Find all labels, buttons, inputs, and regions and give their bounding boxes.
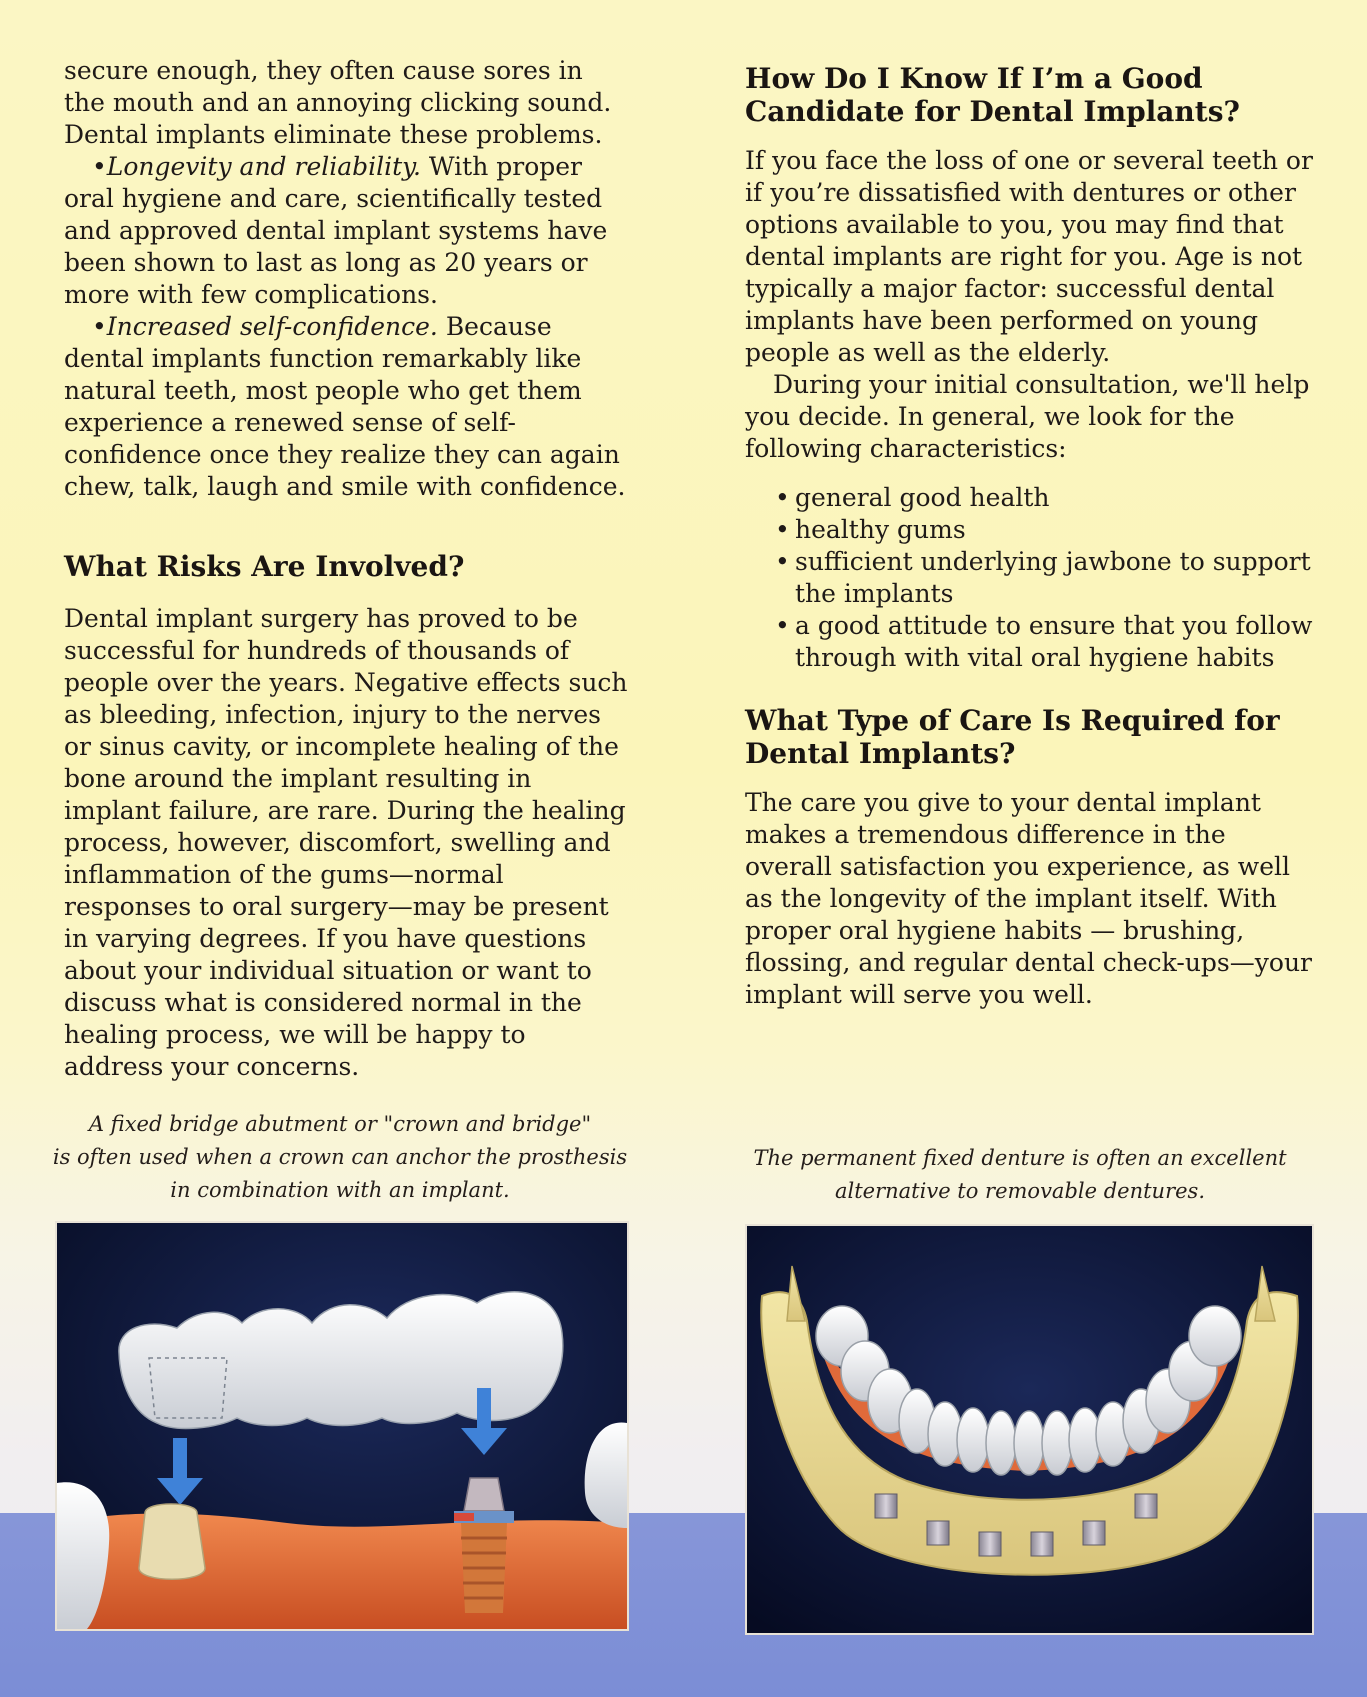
intro-paragraph: secure enough, they often cause sores in the mouth and an annoying clicking sound. Dental implants eliminate these problems. bbox=[64, 56, 612, 149]
benefit-longevity-lead: Longevity and reliability. bbox=[106, 152, 421, 181]
candidate-heading: How Do I Know If I’m a Good Candidate for Dental Implants? bbox=[745, 62, 1240, 128]
bullet-dot: • bbox=[775, 515, 790, 544]
bullet-dot: • bbox=[775, 611, 790, 640]
denture-caption: The permanent fixed denture is often an excellent alternative to removable dentures. bbox=[753, 1146, 1287, 1203]
bridge-caption: A fixed bridge abutment or "crown and bridge" is often used when a crown can anchor the prosthesis in combination with an implant. bbox=[52, 1112, 628, 1202]
bullet-dot: • bbox=[92, 312, 107, 341]
bullet-dot: • bbox=[775, 547, 790, 576]
denture-illustration bbox=[745, 1224, 1314, 1635]
benefit-longevity bbox=[64, 151, 630, 311]
left-column bbox=[64, 55, 630, 1083]
list-item: • sufficient underlying jawbone to support the implants bbox=[775, 547, 1311, 608]
risks-heading: What Risks Are Involved? bbox=[64, 550, 465, 583]
list-item: • general good health bbox=[775, 483, 1050, 512]
bullet-dot: • bbox=[775, 483, 790, 512]
list-item: • healthy gums bbox=[775, 515, 966, 544]
right-column bbox=[745, 62, 1320, 1011]
benefit-longevity-text: With proper oral hygiene and care, scientifically tested and approved dental implant systems have been shown to last as long as 20 years or more with few complications. bbox=[64, 152, 608, 309]
benefit-confidence bbox=[64, 311, 630, 503]
bullet-dot: • bbox=[92, 152, 107, 181]
care-paragraph: The care you give to your dental implant makes a tremendous difference in the overall satisfaction you experience, as well as the longevity of the implant itself. With proper oral hygiene habits — brushing, flossing, and regular dental check-ups—your implant will serve you well. bbox=[745, 788, 1312, 1009]
bridge-illustration bbox=[55, 1221, 629, 1631]
benefit-confidence-lead: Increased self-confidence. bbox=[106, 312, 438, 341]
list-item: • a good attitude to ensure that you follow through with vital oral hygiene habits bbox=[775, 611, 1313, 672]
risks-paragraph: Dental implant surgery has proved to be successful for hundreds of thousands of people over the years. Negative effects such as bleeding, infection, injury to the nerves or sinus cavity, or incomplete healing of the bone around the implant resulting in implant failure, are rare. During the healing process, however, discomfort, swelling and inflammation of the gums—normal responses to oral surgery—may be present in varying degrees. If you have questions about your individual situation or want to discuss what is considered normal in the healing process, we will be happy to address your concerns. bbox=[64, 604, 628, 1081]
characteristics-list bbox=[745, 482, 1320, 674]
benefit-confidence-text: Because dental implants function remarkably like natural teeth, most people who get them experience a renewed sense of self-confidence once they realize they can again chew, talk, laugh and smile with confidence. bbox=[64, 312, 626, 501]
care-heading: What Type of Care Is Required for Dental Implants? bbox=[745, 704, 1280, 770]
candidate-paragraph: If you face the loss of one or several teeth or if you’re dissatisfied with dentures or other options available to you, you may find that dental implants are right for you. Age is not typically a major factor: successful dental implants have been performed on young people as well as the elderly. bbox=[745, 146, 1313, 367]
consultation-paragraph: During your initial consultation, we'll help you decide. In general, we look for the following characteristics: bbox=[745, 370, 1310, 463]
